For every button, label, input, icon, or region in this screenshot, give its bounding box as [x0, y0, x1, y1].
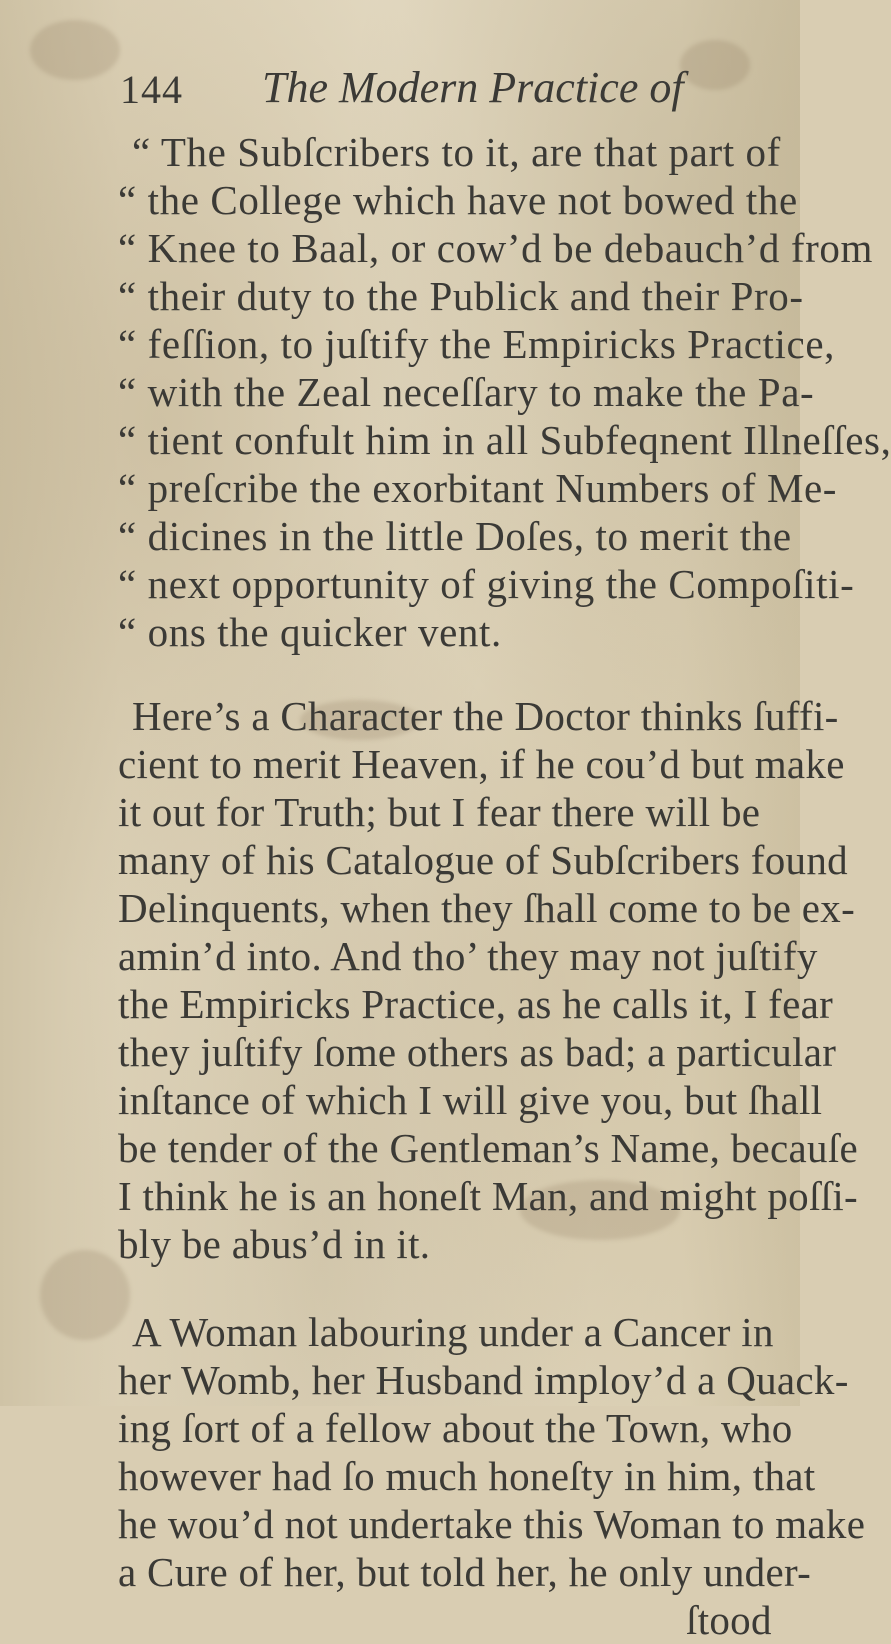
text-line: be tender of the Gentleman’s Name, becauſe: [118, 1125, 859, 1171]
text-line: amin’d into. And tho’ they may not juſtify: [118, 933, 818, 979]
text-line: “ with the Zeal neceſſary to make the Pa-: [118, 369, 815, 415]
text-line: many of his Catalogue of Subſcribers found: [118, 837, 848, 883]
text-line: the Empiricks Practice, as he calls it, I fear: [118, 981, 834, 1027]
text-line: “ their duty to the Publick and their Pro-: [118, 273, 804, 319]
text-line: I think he is an honeſt Man, and might poſſi-: [118, 1173, 859, 1219]
catchword: ſtood: [686, 1597, 772, 1643]
quotation-paragraph: [118, 128, 891, 656]
foxing-spot: [40, 1250, 130, 1340]
page-number: 144: [120, 67, 183, 112]
text-line: “ The Subſcribers to it, are that part of: [132, 129, 781, 175]
text-line: A Woman labouring under a Cancer in: [132, 1309, 774, 1355]
text-line: it out for Truth; but I fear there will be: [118, 789, 761, 835]
page-header: [0, 62, 800, 122]
text-line: “ tient confult him in all Subfeqnent Illneſſes,: [118, 417, 891, 463]
text-line: bly be abus’d in it.: [118, 1221, 431, 1267]
paragraph-gap: [118, 1268, 788, 1308]
text-line: “ ons the quicker vent.: [118, 609, 502, 655]
text-line: he wou’d not undertake this Woman to make: [118, 1501, 866, 1547]
text-line: cient to merit Heaven, if he cou’d but make: [118, 741, 845, 787]
text-line: inſtance of which I will give you, but ſhall: [118, 1077, 823, 1123]
text-line: her Womb, her Husband imploy’d a Quack-: [118, 1357, 849, 1403]
text-line: a Cure of her, but told her, he only under-: [118, 1549, 812, 1595]
text-line: Here’s a Character the Doctor thinks ſuffi-: [132, 693, 839, 739]
running-head: The Modern Practice of: [262, 63, 684, 112]
text-line: “ the College which have not bowed the: [118, 177, 798, 223]
case-paragraph: [118, 1308, 866, 1644]
text-line: “ feſſion, to juſtify the Empiricks Practice,: [118, 321, 835, 367]
text-line: “ next opportunity of giving the Compoſiti-: [118, 561, 855, 607]
commentary-paragraph: [118, 692, 859, 1268]
text-line: “ preſcribe the exorbitant Numbers of Me-: [118, 465, 838, 511]
text-line: ing ſort of a fellow about the Town, who: [118, 1405, 793, 1451]
paragraph-gap: [118, 656, 788, 692]
text-line: they juſtify ſome others as bad; a particular: [118, 1029, 837, 1075]
text-line: Delinquents, when they ſhall come to be ex-: [118, 885, 856, 931]
page-body: [118, 128, 891, 1644]
text-line: “ dicines in the little Doſes, to merit the: [118, 513, 792, 559]
text-line: however had ſo much honeſty in him, that: [118, 1453, 816, 1499]
text-line: “ Knee to Baal, or cow’d be debauch’d from: [118, 225, 873, 271]
